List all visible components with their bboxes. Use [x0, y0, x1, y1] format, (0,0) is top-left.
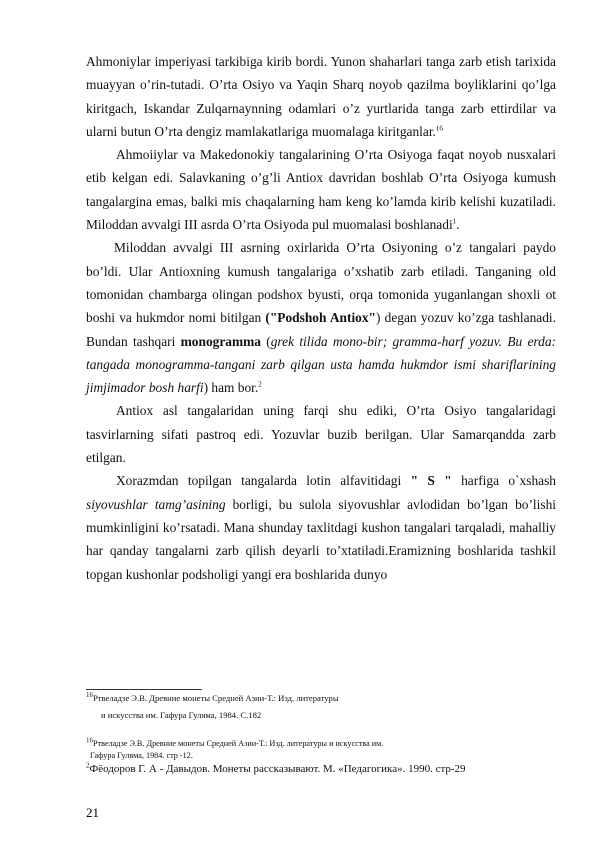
footnote-1: [86, 690, 566, 724]
paragraph-5-text-2: harfiga o`xshash: [451, 473, 557, 489]
paragraph-2-text: Ahmoiiylar va Makedonokiy tangalarining O’rta Osiyoga faqat noyob nusxalari etib kelgan edi. Salavkaning o’g’li Antiox davridan boshlab O’rta Osiyoga kumush tangalargina emas, balki mis chaqalarning ham keng ko’lamda kirib kelishi kuzatiladi. Miloddan avvalgi III asrda O’rta Osiyoda pul muomalasi boshlanadi: [86, 147, 556, 233]
paragraph-4: [86, 399, 556, 469]
footnote-2-line-2: Гафура Гуляма, 1984. стр -12.: [90, 750, 193, 760]
paragraph-1-text: Ahmoniylar imperiyasi tarkibiga kirib bordi. Yunon shaharlari tanga zarb etish tarixida muayyan o’rin-tutadi. O’rta Osiyo va Yaqin Sharq noyob qazilma boyliklarini qo’lga kiritgach, Iskandar Zulqarnaynning odamlari o’z yurtlarida tanga zarb ettirdilar va ularni butun O’rta dengiz mamlakatlariga muomalaga kiritganlar.: [86, 54, 556, 139]
footnote-1-line-2: и искусства им. Гафура Гуляма, 1984. С.182: [101, 710, 262, 720]
footnote-ref: 2: [258, 380, 262, 389]
paragraph-3-text-2: ) degan yozuv ko’zga tashlanadi. Bundan tashqari: [86, 310, 556, 349]
footnote-3: [86, 762, 566, 776]
footnote-2-line-1: Ртвеладзе Э.В. Древние монеты Средней Азии-Т.: Изд. литературы и искусства им.: [93, 739, 384, 748]
siyovush-tamga-text: siyovushlar tamg’asining: [86, 496, 226, 512]
footnote-mark: 16: [86, 736, 93, 745]
paragraph-5: [86, 469, 556, 585]
page-number: 21: [86, 805, 99, 820]
footnote-2: [86, 738, 566, 761]
monogramma-definition: grek tilida mono-bir; gramma-harf yozuv. Bu erda: tangada monogramma-tangani zarb qilgan usta hamda hukmdor ismi shariflarining jimjimador bosh harfi: [86, 333, 556, 396]
page-body: [86, 50, 556, 586]
paragraph-3-text: Miloddan avvalgi III asrning oxirlarida O’rta Osiyoning o’z tangalari paydo bo’ldi. Ular Antioxning kumush tangalariga o’xshatib zarb etiladi. Tanganing old tomonidan chambarga olingan podshox byusti, orqa tomonida yuganlangan shoxli ot boshi va hukmdor nomi bitilgan: [86, 240, 556, 326]
footnote-1-line-1: Ртвеладзе Э.В. Древние монеты Средней Азии-Т.: Изд. литературы: [93, 693, 339, 703]
paragraph-2-end: .: [456, 217, 460, 233]
paragraph-2: [86, 143, 556, 236]
monogramma-term: monogramma: [180, 333, 261, 349]
paren-open: (: [260, 333, 271, 349]
footnote-mark: 2: [86, 761, 90, 770]
paragraph-5-text-3: borligi, bu sulola siyovushlar avlodidan bo’lgan bo’lishi mumkinligini ko’rsatadi. Mana shunday taxlitdagi kushon tangalari tarqaladi, mahalliy har qanday tangalarni zarb qilish deyarli to’xtatiladi.Eramizning boshlarida tashkil topgan kushonlar podsholigi yangi era boshlarida dunyo: [86, 496, 556, 582]
footnote-3-text: Фёодоров Г. А - Давыдов. Монеты рассказывают. М. «Педагогика». 1990. стр-29: [89, 763, 466, 775]
paragraph-5-text: Xorazmdan topilgan tangalarda lotin alfavitidagi: [116, 473, 411, 489]
footnote-ref: 1: [452, 217, 457, 226]
footnote-mark: 16: [86, 691, 93, 700]
paragraph-4-text: Antiox asl tangalaridan uning farqi shu ediki, O’rta Osiyo tangalaridagi tasvirlarning sifati pastroq edi. Yozuvlar buzib berilgan. Ular Samarqandda zarb etilgan.: [86, 403, 556, 466]
paragraph-3-end: ) ham bor.: [203, 380, 259, 396]
s-letter-text: " S ": [410, 473, 452, 489]
podshoh-antiox-text: ("Podshoh Antiox": [265, 310, 376, 326]
paragraph-3: [86, 236, 556, 399]
footnote-ref: 16: [435, 124, 443, 133]
paragraph-1: [86, 50, 556, 143]
